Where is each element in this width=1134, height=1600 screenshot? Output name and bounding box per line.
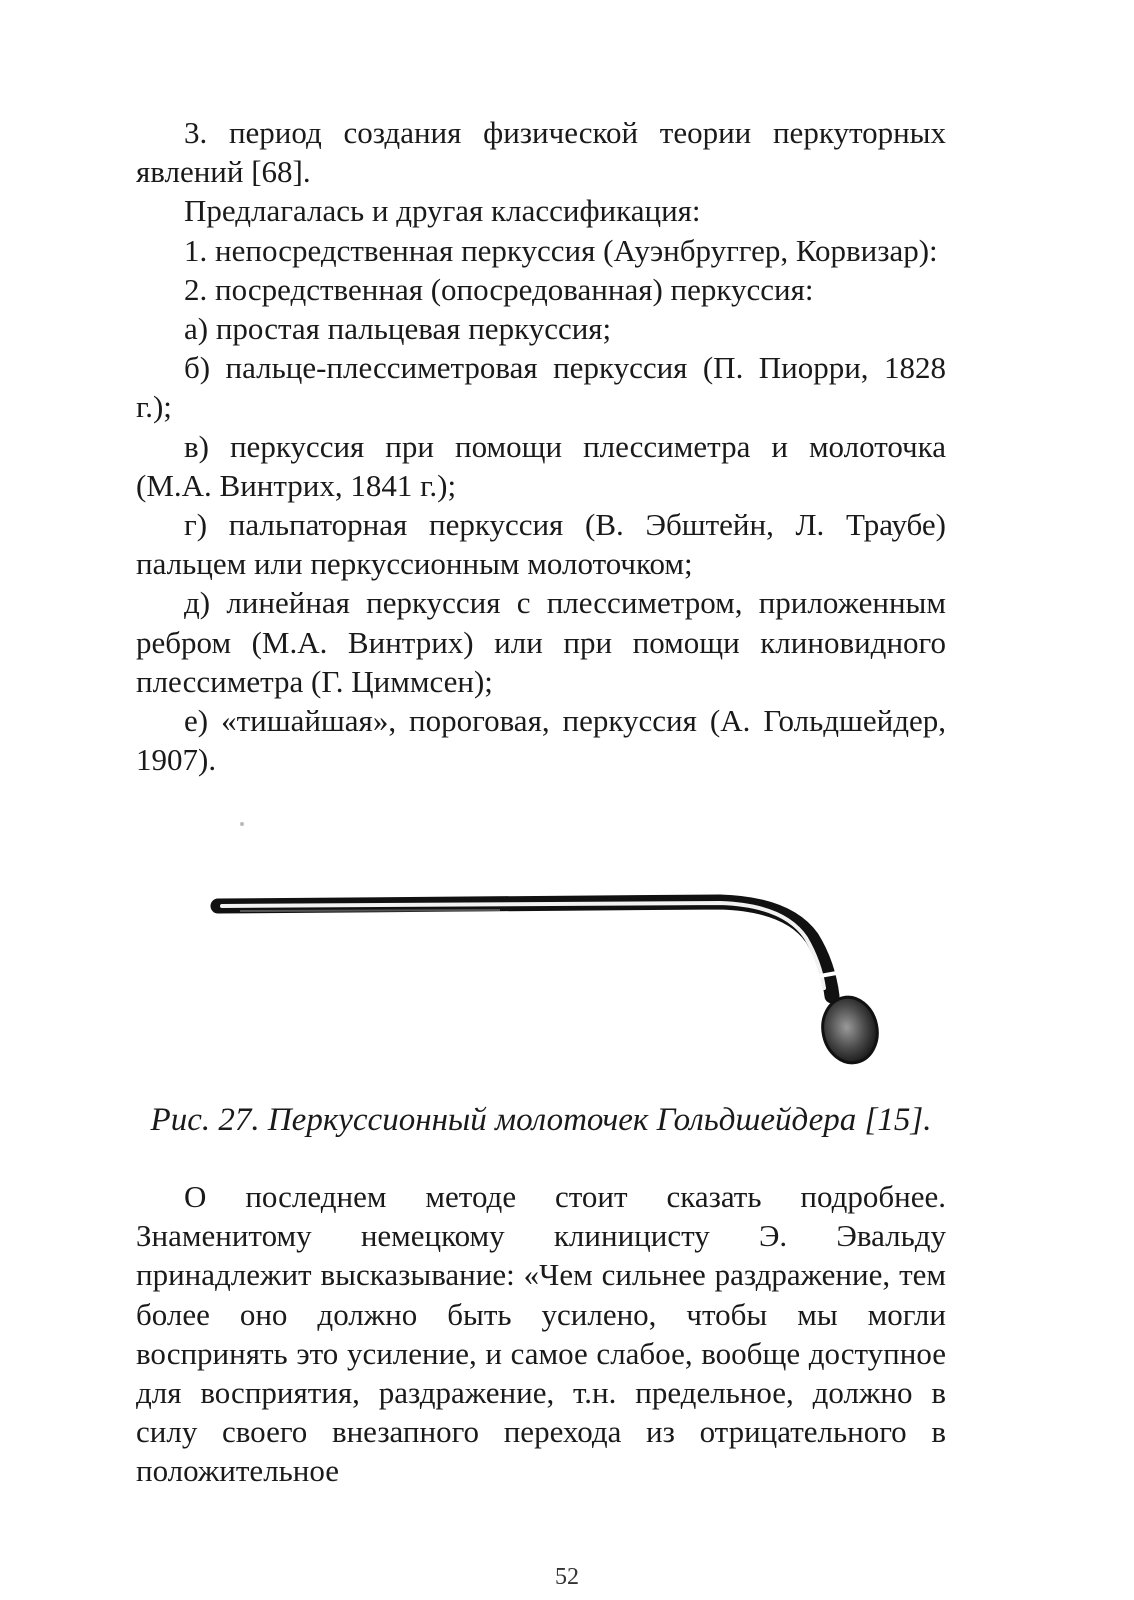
paragraph-immediate-percussion: 1. непосредственная перкуссия (Ауэнбруггер, Корвизар): — [184, 232, 938, 268]
paragraph-item-e: е) «тишайшая», пороговая, перкуссия (А. Гольдшейдер, 1907). — [136, 703, 946, 778]
paragraph-item-a: а) простая пальцевая перкуссия; — [184, 311, 612, 347]
paragraph-item-b: б) пальце-плессиметровая перкуссия (П. Пиорри, 1828 г.); — [136, 350, 946, 425]
figure-caption: Рис. 27. Перкуссионный молоточек Гольдшейдера [15]. — [150, 1102, 932, 1138]
figure-percussion-hammer — [200, 880, 900, 1070]
paragraph-period-3: 3. период создания физической теории перкуторных явлений [68]. — [136, 115, 946, 190]
paragraph-item-g: г) пальпаторная перкуссия (В. Эбштейн, Л. Траубе) пальцем или перкуссионным молоточком; — [136, 507, 946, 582]
page-number: 52 — [555, 1564, 579, 1590]
paragraph-item-d: д) линейная перкуссия с плессиметром, приложенным ребром (М.А. Винтрих) или при помощи клиновидного плессиметра (Г. Циммсен); — [136, 585, 946, 699]
paragraph-mediate-percussion: 2. посредственная (опосредованная) перкуссия: — [184, 271, 814, 307]
percussion-hammer-icon — [200, 880, 900, 1070]
paragraph-other-classification: Предлагалась и другая классификация: — [184, 193, 701, 229]
classification-text — [136, 113, 946, 779]
body-text — [136, 1177, 946, 1491]
paragraph-item-v: в) перкуссия при помощи плессиметра и молоточка (М.А. Винтрих, 1841 г.); — [136, 428, 946, 503]
scan-speck — [240, 822, 244, 826]
paragraph-ewald-quote: О последнем методе стоит сказать подробнее. Знаменитому немецкому клиницисту Э. Эвальду принадлежит высказывание: «Чем сильнее раздражение, тем более оно должно быть усилено, чтобы мы могли воспринять это усиление, и самое слабое, вообще доступное для восприятия, раздражение, т.н. предельное, должно в силу своего внезапного перехода из отрицательного в положительное — [136, 1179, 946, 1489]
